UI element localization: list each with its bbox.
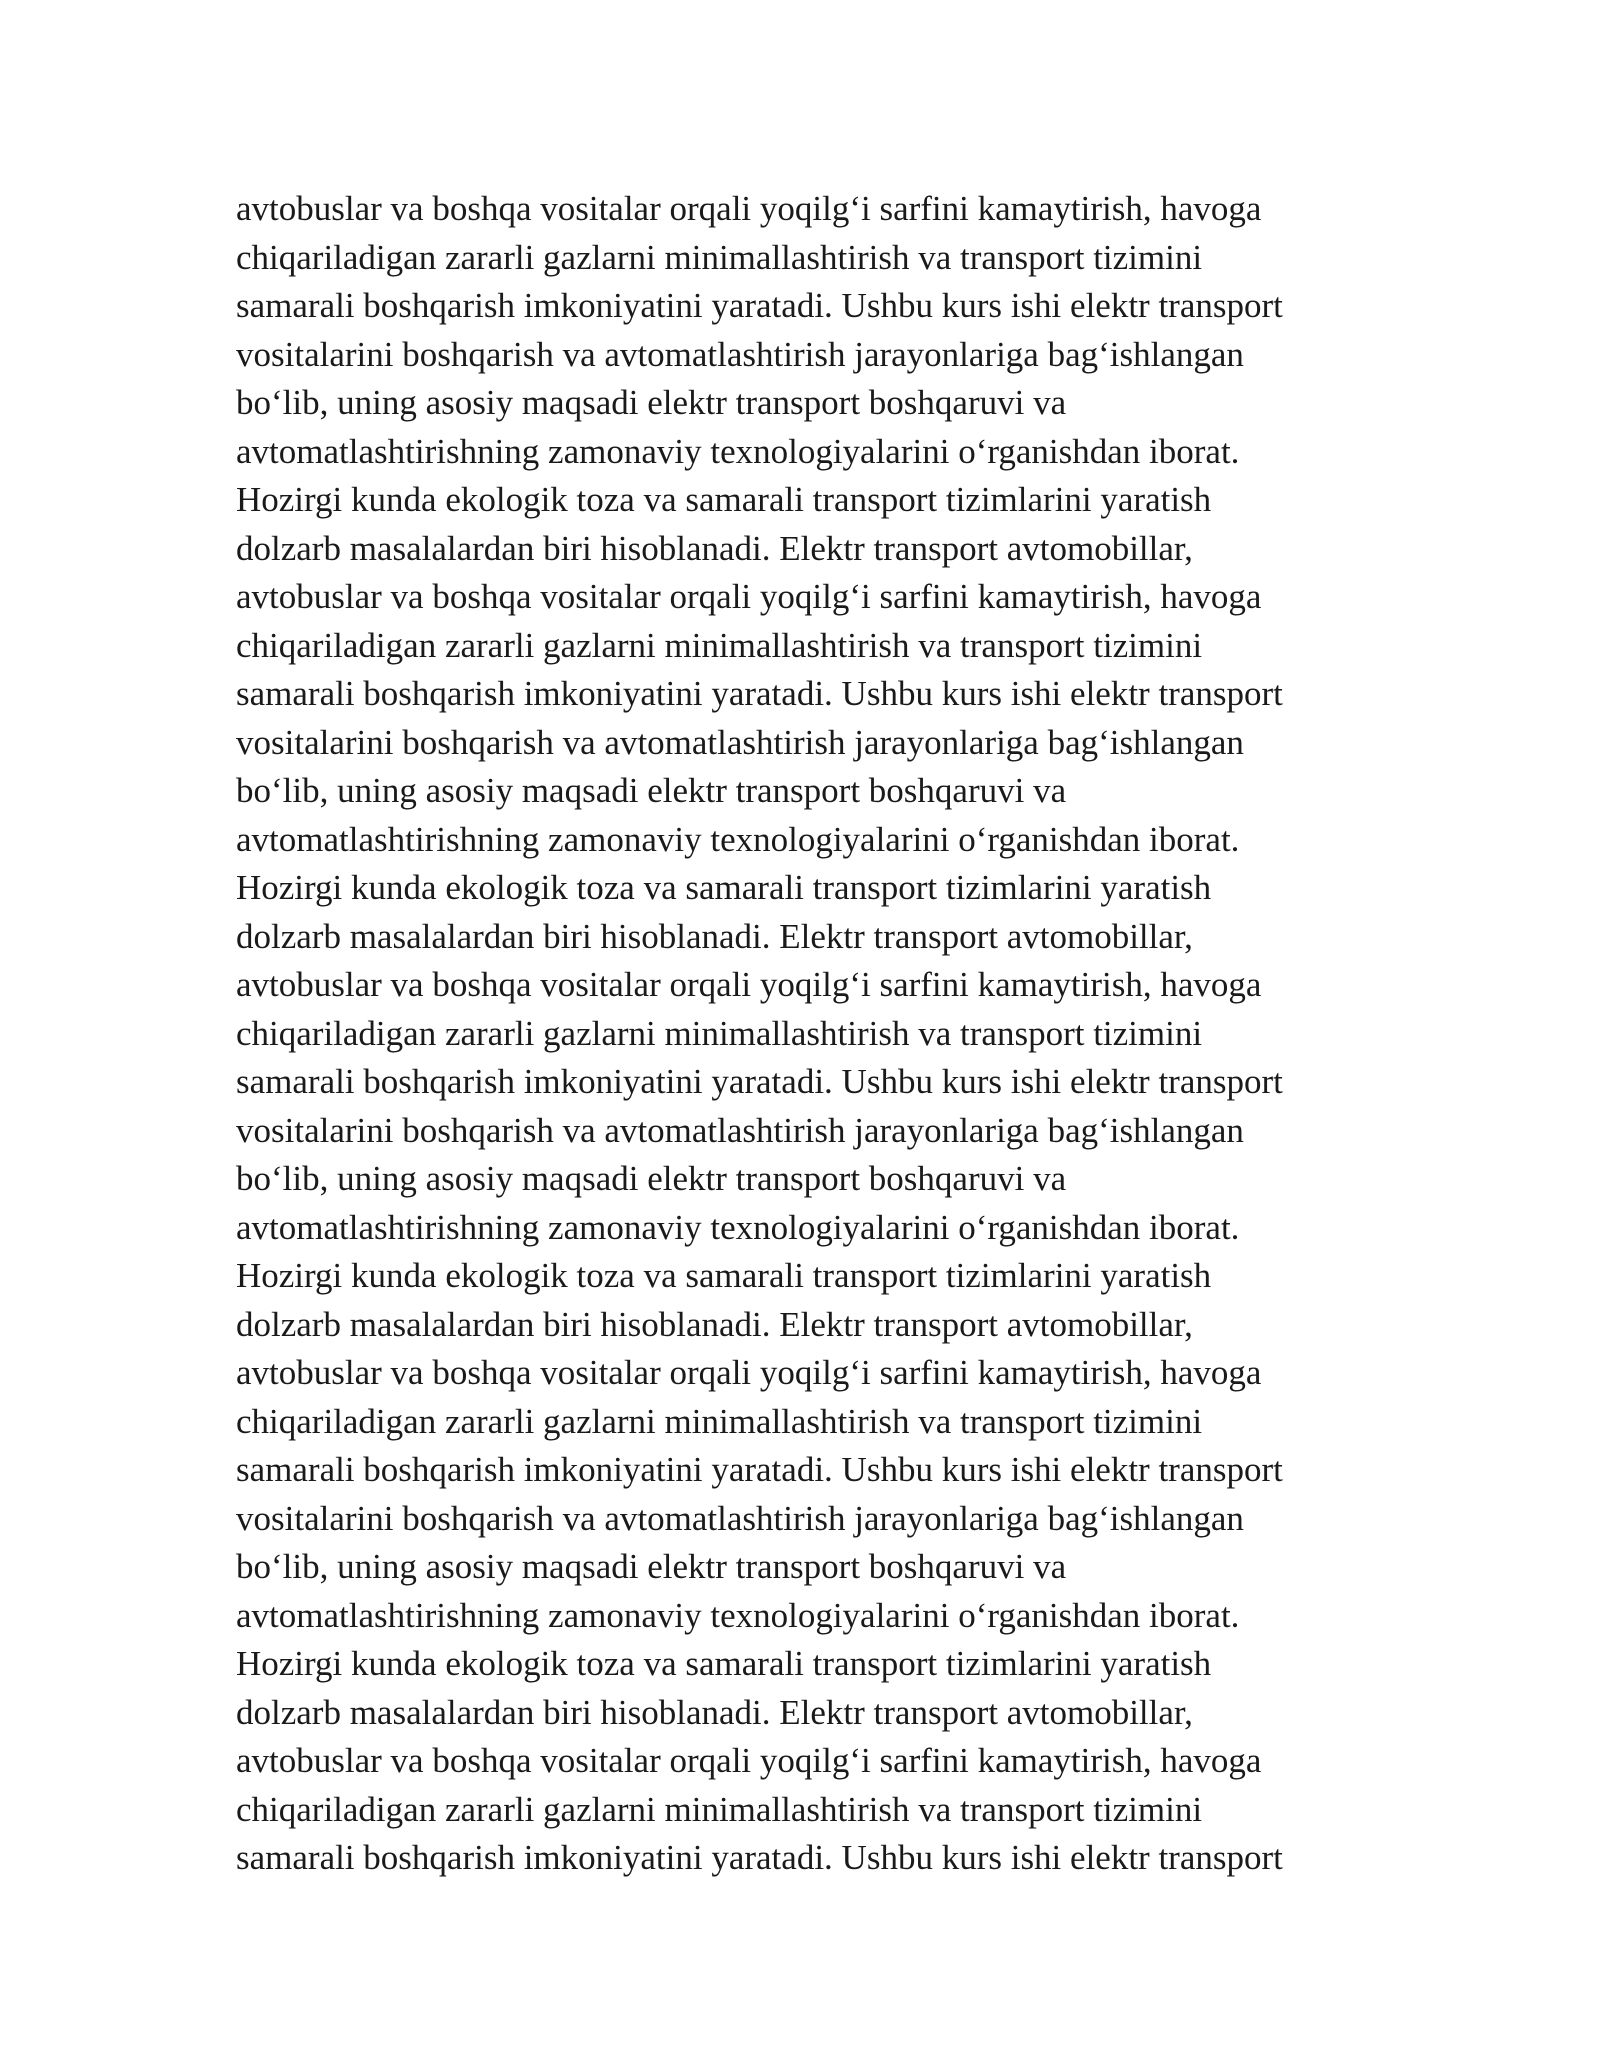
text-line: chiqariladigan zararli gazlarni minimallashtirish va transport tizimini — [236, 237, 1203, 277]
text-line: dolzarb masalalardan biri hisoblanadi. Elektr transport avtomobillar, — [236, 1304, 1193, 1344]
text-line: avtobuslar va boshqa vositalar orqali yoqilg‘i sarfini kamaytirish, havoga — [236, 1741, 1262, 1780]
text-line: bo‘lib, uning asosiy maqsadi elektr transport boshqaruvi va — [236, 383, 1067, 422]
text-line: vositalarini boshqarish va avtomatlashtirish jarayonlariga bag‘ishlangan — [236, 334, 1244, 374]
text-line: Hozirgi kunda ekologik toza va samarali transport tizimlarini yaratish — [236, 868, 1212, 907]
text-line: bo‘lib, uning asosiy maqsadi elektr transport boshqaruvi va — [236, 1159, 1067, 1198]
text-line: avtobuslar va boshqa vositalar orqali yoqilg‘i sarfini kamaytirish, havoga — [236, 1353, 1262, 1392]
body-text — [236, 185, 1436, 1883]
text-line: avtobuslar va boshqa vositalar orqali yoqilg‘i sarfini kamaytirish, havoga — [236, 577, 1262, 616]
text-line: bo‘lib, uning asosiy maqsadi elektr transport boshqaruvi va — [236, 1547, 1067, 1586]
text-line: vositalarini boshqarish va avtomatlashtirish jarayonlariga bag‘ishlangan — [236, 1498, 1244, 1538]
text-line: samarali boshqarish imkoniyatini yaratadi. Ushbu kurs ishi elektr transport — [236, 286, 1283, 325]
text-line: bo‘lib, uning asosiy maqsadi elektr transport boshqaruvi va — [236, 771, 1067, 810]
text-line: chiqariladigan zararli gazlarni minimallashtirish va transport tizimini — [236, 1013, 1203, 1053]
text-line: avtomatlashtirishning zamonaviy texnologiyalarini o‘rganishdan iborat. — [236, 819, 1240, 859]
text-line: samarali boshqarish imkoniyatini yaratadi. Ushbu kurs ishi elektr transport — [236, 1838, 1283, 1877]
text-line: chiqariladigan zararli gazlarni minimallashtirish va transport tizimini — [236, 1789, 1203, 1829]
text-line: samarali boshqarish imkoniyatini yaratadi. Ushbu kurs ishi elektr transport — [236, 674, 1283, 713]
text-line: avtobuslar va boshqa vositalar orqali yoqilg‘i sarfini kamaytirish, havoga — [236, 965, 1262, 1004]
text-line: chiqariladigan zararli gazlarni minimallashtirish va transport tizimini — [236, 625, 1203, 665]
text-line: dolzarb masalalardan biri hisoblanadi. Elektr transport avtomobillar, — [236, 916, 1193, 956]
text-line: avtomatlashtirishning zamonaviy texnologiyalarini o‘rganishdan iborat. — [236, 431, 1240, 471]
text-line: avtobuslar va boshqa vositalar orqali yoqilg‘i sarfini kamaytirish, havoga — [236, 189, 1262, 228]
text-line: Hozirgi kunda ekologik toza va samarali transport tizimlarini yaratish — [236, 480, 1212, 519]
text-line: Hozirgi kunda ekologik toza va samarali transport tizimlarini yaratish — [236, 1256, 1212, 1295]
text-line: Hozirgi kunda ekologik toza va samarali transport tizimlarini yaratish — [236, 1644, 1212, 1683]
text-line: vositalarini boshqarish va avtomatlashtirish jarayonlariga bag‘ishlangan — [236, 722, 1244, 762]
text-line: samarali boshqarish imkoniyatini yaratadi. Ushbu kurs ishi elektr transport — [236, 1062, 1283, 1101]
text-line: samarali boshqarish imkoniyatini yaratadi. Ushbu kurs ishi elektr transport — [236, 1450, 1283, 1489]
text-line: vositalarini boshqarish va avtomatlashtirish jarayonlariga bag‘ishlangan — [236, 1110, 1244, 1150]
text-line: avtomatlashtirishning zamonaviy texnologiyalarini o‘rganishdan iborat. — [236, 1595, 1240, 1635]
text-line: dolzarb masalalardan biri hisoblanadi. Elektr transport avtomobillar, — [236, 528, 1193, 568]
text-line: chiqariladigan zararli gazlarni minimallashtirish va transport tizimini — [236, 1401, 1203, 1441]
text-line: avtomatlashtirishning zamonaviy texnologiyalarini o‘rganishdan iborat. — [236, 1207, 1240, 1247]
text-line: dolzarb masalalardan biri hisoblanadi. Elektr transport avtomobillar, — [236, 1692, 1193, 1732]
